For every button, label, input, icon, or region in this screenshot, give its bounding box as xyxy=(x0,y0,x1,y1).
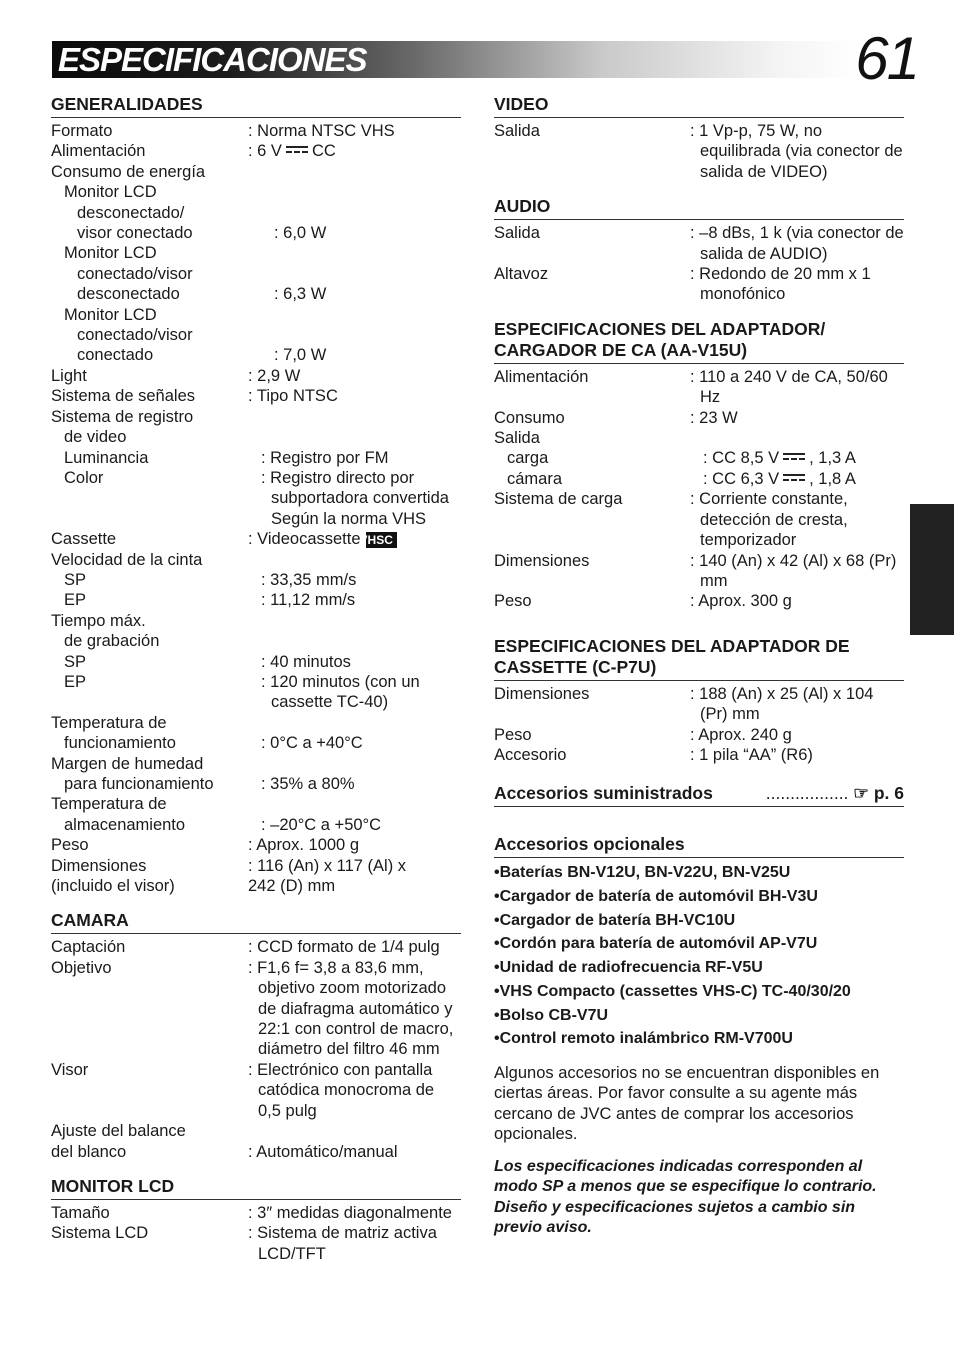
spec-label: Alimentación xyxy=(51,142,146,161)
spec-label: desconectado/ xyxy=(77,203,185,222)
section-title-adaptador: ESPECIFICACIONES DEL ADAPTADOR/ CARGADOR DE CA (AA-V15U) xyxy=(494,319,904,364)
spec-value-text: 242 (D) mm xyxy=(248,877,336,896)
spec-row xyxy=(494,428,904,448)
spec-row xyxy=(494,745,904,765)
spec-value-suffix: , 1,8 A xyxy=(809,469,856,488)
spec-label: Tamaño xyxy=(51,1203,110,1222)
spec-label: Sistema LCD xyxy=(51,1224,149,1243)
spec-value xyxy=(274,284,461,304)
spec-row xyxy=(51,1203,461,1223)
page-title: ESPECIFICACIONES xyxy=(58,41,367,78)
spec-value xyxy=(248,713,461,733)
spec-label: SP xyxy=(64,652,87,671)
spec-value-suffix: CC xyxy=(311,142,336,161)
spec-row xyxy=(51,141,461,161)
spec-value xyxy=(248,1203,461,1223)
spec-label: Consumo de energía xyxy=(51,162,206,181)
spec-row xyxy=(51,366,461,386)
section-title-generalidades: GENERALIDADES xyxy=(51,94,461,118)
spec-row xyxy=(494,591,904,611)
section-title-cassette-adapter: ESPECIFICACIONES DEL ADAPTADOR DE CASSETTE (C-P7U) xyxy=(494,636,904,681)
spec-label: conectado/visor xyxy=(77,326,193,345)
spec-label: Monitor LCD xyxy=(64,305,157,324)
spec-value xyxy=(261,590,461,610)
dc-symbol-icon xyxy=(286,146,308,156)
spec-value-text: : 140 (An) x 42 (Al) x 68 (Pr) mm xyxy=(690,551,897,590)
spec-label: Dimensiones xyxy=(51,856,147,875)
spec-value xyxy=(274,223,461,243)
spec-value-text: : Electrónico con pantalla catódica monocroma de 0,5 pulg xyxy=(248,1060,435,1120)
spec-value-text: : 33,35 mm/s xyxy=(261,570,357,589)
spec-value xyxy=(703,469,904,489)
spec-value xyxy=(690,684,904,725)
spec-row xyxy=(51,774,461,794)
spec-row xyxy=(494,408,904,428)
spec-row xyxy=(51,243,461,263)
dc-symbol-icon xyxy=(783,474,805,484)
spec-label: SP xyxy=(64,570,87,589)
spec-value-text: : Corriente constante, detección de cresta, temporizador xyxy=(690,490,848,550)
spec-label: Temperatura de xyxy=(51,713,167,732)
spec-row xyxy=(494,223,904,264)
spec-value xyxy=(248,121,461,141)
spec-row xyxy=(494,469,904,489)
accessory-item: •Unidad de radiofrecuencia RF-V5U xyxy=(494,959,763,977)
spec-value-text: : Sistema de matriz activa LCD/TFT xyxy=(248,1224,437,1263)
spec-value-text: : Tipo NTSC xyxy=(248,387,338,406)
spec-value xyxy=(248,366,461,386)
spec-row xyxy=(51,407,461,427)
spec-value xyxy=(274,203,461,223)
accesorios-suministrados xyxy=(494,783,904,807)
spec-value-text: : 6,3 W xyxy=(274,285,327,304)
spec-row xyxy=(51,631,461,651)
page-reference: ☞ p. 6 xyxy=(853,783,904,804)
spec-value-text: : Videocassette xyxy=(248,530,361,549)
spec-value xyxy=(248,856,461,876)
spec-value-text: : Registro directo por subportadora convertida Según la norma VHS xyxy=(261,468,449,528)
spec-value xyxy=(248,835,461,855)
spec-value xyxy=(261,243,461,263)
spec-row xyxy=(51,203,461,223)
spec-value xyxy=(248,1142,461,1162)
spec-label: de grabación xyxy=(64,632,160,651)
section-title-opcionales: Accesorios opcionales xyxy=(494,834,904,858)
spec-row xyxy=(51,611,461,631)
spec-label: Peso xyxy=(494,592,532,611)
dot-leader: ................. xyxy=(765,783,849,804)
spec-label: Ajuste del balance xyxy=(51,1122,186,1141)
spec-value-text: : Aprox. 240 g xyxy=(690,725,792,744)
spec-value xyxy=(690,408,904,428)
spec-value xyxy=(248,529,461,549)
spec-value xyxy=(261,774,461,794)
spec-label: Salida xyxy=(494,429,540,448)
spec-value xyxy=(690,725,904,745)
spec-row xyxy=(494,684,904,725)
spec-row xyxy=(51,856,461,876)
spec-label: Formato xyxy=(51,122,113,140)
spec-value xyxy=(261,570,461,590)
spec-row xyxy=(51,182,461,202)
spec-label: Alimentación xyxy=(494,367,589,386)
accessory-item: •Control remoto inalámbrico RM-V700U xyxy=(494,1030,793,1048)
spec-value xyxy=(261,305,461,325)
spec-label: Luminancia xyxy=(64,448,149,467)
spec-row xyxy=(494,264,904,305)
camara-table xyxy=(51,937,461,1161)
generalidades-table xyxy=(51,121,461,896)
spec-row xyxy=(51,958,461,1060)
spec-row xyxy=(51,345,461,365)
spec-value-text: : 23 W xyxy=(690,408,738,427)
spec-value xyxy=(261,448,461,468)
spec-label: Monitor LCD xyxy=(64,244,157,263)
spec-label: Sistema de registro xyxy=(51,407,194,426)
spec-row xyxy=(51,325,461,345)
spec-value-text: : 188 (An) x 25 (Al) x 104 (Pr) mm xyxy=(690,684,874,724)
spec-row xyxy=(51,733,461,753)
spec-label: Salida xyxy=(494,122,540,140)
spec-label: Sistema de señales xyxy=(51,387,195,406)
spec-row xyxy=(51,1060,461,1121)
spec-label: conectado/visor xyxy=(77,264,193,283)
spec-value-text: : 11,12 mm/s xyxy=(261,591,356,610)
spec-value xyxy=(248,937,461,957)
spec-value xyxy=(248,754,461,774)
spec-label: EP xyxy=(64,591,87,610)
spec-label: conectado xyxy=(77,346,154,365)
disclaimer: Los especificaciones indicadas corresponden al modo SP a menos que se especifique lo contrario. Diseño y especificaciones sujetos a cambio sin previo aviso. xyxy=(494,1157,877,1237)
spec-label: (incluido el visor) xyxy=(51,877,175,896)
spec-value-text: : 35% a 80% xyxy=(261,775,355,793)
spec-row xyxy=(51,1142,461,1162)
accessory-item: •Baterías BN-V12U, BN-V22U, BN-V25U xyxy=(494,864,791,882)
audio-table xyxy=(494,223,904,305)
spec-row xyxy=(494,489,904,550)
spec-value-text: : –20°C a +50°C xyxy=(261,815,382,834)
section-title-monitor: MONITOR LCD xyxy=(51,1176,461,1200)
spec-label: Objetivo xyxy=(51,958,112,977)
spec-row xyxy=(51,305,461,325)
section-title-video: VIDEO xyxy=(494,94,904,118)
spec-row xyxy=(51,427,461,447)
spec-value xyxy=(248,141,461,161)
spec-row xyxy=(51,652,461,672)
spec-label: Peso xyxy=(51,836,89,855)
spec-value xyxy=(261,427,461,447)
cassette-adapter-table xyxy=(494,684,904,766)
video-table xyxy=(494,121,904,182)
accesorios-opcionales-list xyxy=(494,861,904,1051)
spec-row xyxy=(494,725,904,745)
spec-value xyxy=(690,223,904,264)
page-number: 61 xyxy=(855,25,918,92)
spec-label: Altavoz xyxy=(494,265,549,284)
spec-label: Monitor LCD xyxy=(64,183,157,202)
spec-label: visor conectado xyxy=(77,224,193,243)
spec-value xyxy=(261,468,461,529)
spec-value-text: : 1 Vp-p, 75 W, no equilibrada (via conector de salida de VIDEO) xyxy=(690,122,903,181)
spec-row xyxy=(51,672,461,713)
spec-value xyxy=(274,325,461,345)
spec-label: Salida xyxy=(494,224,540,243)
spec-value xyxy=(690,428,904,448)
spec-row xyxy=(51,223,461,243)
spec-row xyxy=(51,386,461,406)
spec-row xyxy=(51,1121,461,1141)
spec-row xyxy=(51,754,461,774)
spec-label: Temperatura de xyxy=(51,795,167,814)
spec-label: EP xyxy=(64,672,87,691)
spec-row xyxy=(51,1223,461,1264)
spec-label: Captación xyxy=(51,938,126,957)
spec-value xyxy=(248,794,461,814)
left-column xyxy=(51,94,461,1264)
spec-value xyxy=(690,367,904,408)
spec-value-text: : 40 minutos xyxy=(261,652,351,671)
spec-value xyxy=(248,1060,461,1121)
spec-value xyxy=(248,386,461,406)
spec-row xyxy=(494,448,904,468)
spec-value xyxy=(274,264,461,284)
spec-value-text: : 6,0 W xyxy=(274,224,327,243)
spec-value-text: : CC 6,3 V xyxy=(703,469,780,488)
accessory-item: •Cargador de batería de automóvil BH-V3U xyxy=(494,888,818,906)
spec-value-suffix: , 1,3 A xyxy=(809,449,856,468)
spec-label: Dimensiones xyxy=(494,551,590,570)
spec-value-text: : Automático/manual xyxy=(248,1142,398,1161)
spec-label: Margen de humedad xyxy=(51,754,204,773)
spec-row xyxy=(51,162,461,182)
spec-value-text: : CCD formato de 1/4 pulg xyxy=(248,938,440,957)
accessory-item: •Cargador de batería BH-VC10U xyxy=(494,911,736,929)
spec-row xyxy=(51,794,461,814)
spec-row xyxy=(51,468,461,529)
spec-label: Cassette xyxy=(51,530,117,549)
accessory-item: •Bolso CB-V7U xyxy=(494,1006,609,1024)
accessory-item: •VHS Compacto (cassettes VHS-C) TC-40/30/20 xyxy=(494,982,851,1000)
spec-value xyxy=(274,345,461,365)
spec-row xyxy=(51,264,461,284)
spec-label: Visor xyxy=(51,1060,89,1079)
spec-label: Tiempo máx. xyxy=(51,611,146,630)
spec-value xyxy=(248,407,461,427)
spec-label: Dimensiones xyxy=(494,684,590,703)
spec-value-text: : 6 V xyxy=(248,142,282,161)
spec-value xyxy=(261,733,461,753)
spec-row xyxy=(51,876,461,896)
spec-value xyxy=(261,672,461,713)
spec-value-text: : 110 a 240 V de CA, 50/60 Hz xyxy=(690,367,888,407)
spec-value-text: : 1 pila “AA” (R6) xyxy=(690,745,813,764)
spec-value-text: : Aprox. 300 g xyxy=(690,592,792,611)
section-tab xyxy=(910,504,954,635)
spec-value xyxy=(248,611,461,631)
spec-row xyxy=(51,550,461,570)
spec-value-text: : Aprox. 1000 g xyxy=(248,836,359,855)
spec-value-text: : Norma NTSC VHS xyxy=(248,122,395,140)
spec-value xyxy=(261,631,461,651)
spec-row xyxy=(51,590,461,610)
spec-label: Peso xyxy=(494,725,532,744)
spec-value xyxy=(248,958,461,1060)
spec-row xyxy=(51,529,461,549)
spec-value xyxy=(690,745,904,765)
spec-row xyxy=(51,570,461,590)
spec-label: Color xyxy=(64,468,104,487)
spec-label: para funcionamiento xyxy=(64,775,214,793)
spec-value xyxy=(690,591,904,611)
spec-value-text: : Registro por FM xyxy=(261,448,389,467)
spec-label: desconectado xyxy=(77,285,180,304)
spec-value xyxy=(690,264,904,305)
spec-row xyxy=(494,551,904,592)
accesorios-suministrados-label: Accesorios suministrados xyxy=(494,783,713,804)
spec-value xyxy=(690,121,904,182)
spec-value-text: : –8 dBs, 1 k (via conector de salida de AUDIO) xyxy=(690,224,904,263)
spec-label: Velocidad de la cinta xyxy=(51,550,203,569)
spec-label: almacenamiento xyxy=(64,815,186,834)
spec-value xyxy=(261,652,461,672)
spec-value-text: : 2,9 W xyxy=(248,366,301,385)
spec-value xyxy=(248,1121,461,1141)
spec-label: carga xyxy=(507,449,549,468)
spec-value-text: : 3″ medidas diagonalmente xyxy=(248,1203,452,1222)
spec-value-text: : CC 8,5 V xyxy=(703,449,780,468)
spec-label: cámara xyxy=(507,469,563,488)
spec-value-text: : 116 (An) x 117 (Al) x xyxy=(248,856,407,875)
accessory-item: •Cordón para batería de automóvil AP-V7U xyxy=(494,935,818,953)
section-title-camara: CAMARA xyxy=(51,910,461,934)
vhsc-logo-icon: VHSC xyxy=(366,532,397,548)
spec-value-text: : F1,6 f= 3,8 a 83,6 mm, objetivo zoom motorizado de diafragma automático y 22:1 con control de macro, diámetro del filtro 46 mm xyxy=(248,958,454,1059)
spec-value xyxy=(248,162,461,182)
monitor-table xyxy=(51,1203,461,1264)
spec-row xyxy=(51,815,461,835)
spec-label: Light xyxy=(51,366,87,385)
right-column xyxy=(494,94,904,1239)
spec-value xyxy=(690,551,904,592)
spec-row xyxy=(51,713,461,733)
spec-label: de video xyxy=(64,428,127,447)
spec-value-text: : 120 minutos (con un cassette TC-40) xyxy=(261,672,420,712)
spec-row xyxy=(51,937,461,957)
spec-row xyxy=(51,448,461,468)
spec-value xyxy=(261,815,461,835)
adaptador-table xyxy=(494,367,904,612)
spec-row xyxy=(494,121,904,182)
spec-row xyxy=(51,284,461,304)
spec-label: Consumo xyxy=(494,408,565,427)
dc-symbol-icon xyxy=(783,453,805,463)
spec-value-text: : 7,0 W xyxy=(274,346,327,365)
spec-value xyxy=(248,550,461,570)
spec-label: funcionamiento xyxy=(64,734,176,753)
section-title-audio: AUDIO xyxy=(494,196,904,220)
spec-value xyxy=(690,489,904,550)
spec-row xyxy=(51,835,461,855)
spec-value-text: : 0°C a +40°C xyxy=(261,734,363,753)
availability-note: Algunos accesorios no se encuentran disponibles en ciertas áreas. Por favor consulte a su agente más cercano de JVC antes de comprar los accesorios opcionales. xyxy=(494,1063,880,1144)
spec-label: Sistema de carga xyxy=(494,490,623,509)
spec-label: del blanco xyxy=(51,1142,127,1161)
spec-value xyxy=(703,448,904,468)
spec-row xyxy=(51,121,461,141)
spec-value xyxy=(261,182,461,202)
spec-value xyxy=(248,1223,461,1264)
spec-value xyxy=(248,876,461,896)
spec-row xyxy=(494,367,904,408)
spec-label: Accesorio xyxy=(494,745,567,764)
spec-value-text: : Redondo de 20 mm x 1 monofónico xyxy=(690,265,871,304)
